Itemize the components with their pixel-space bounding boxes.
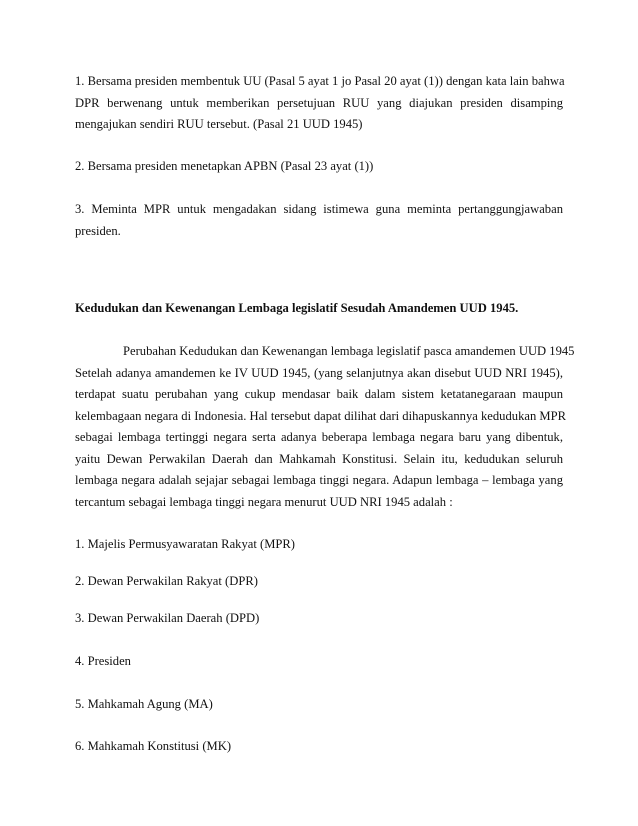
list-a-item-3 [75, 199, 563, 242]
list-a-item-2-line-1: 2. Bersama presiden menetapkan APBN (Pasal 23 ayat (1)) [75, 159, 374, 173]
list-a-item-1 [75, 71, 563, 136]
paragraph-line-8: tercantum sebagai lembaga tinggi negara menurut UUD NRI 1945 adalah : [75, 494, 453, 509]
list-b-item-1-text: 1. Majelis Permusyawaratan Rakyat (MPR) [75, 537, 295, 551]
list-b-item-3-text: 3. Dewan Perwakilan Daerah (DPD) [75, 611, 260, 625]
paragraph-line-1: Perubahan Kedudukan dan Kewenangan lembaga legislatif pasca amandemen UUD 1945 [123, 344, 575, 358]
paragraph-line-5: sebagai lembaga tertinggi negara serta adanya beberapa lembaga negara baru yang dibentuk, [75, 430, 563, 444]
paragraph-line-4: kelembagaan negara di Indonesia. Hal tersebut dapat dilihat dari dihapuskannya kedudukan MPR [75, 408, 567, 423]
paragraph-line-7: lembaga negara adalah sejajar sebagai lembaga tinggi negara. Adapun lembaga – lembaga yang [75, 473, 563, 487]
list-b-item-5 [75, 694, 563, 716]
list-b-item-6 [75, 736, 563, 758]
list-b-item-2-text: 2. Dewan Perwakilan Rakyat (DPR) [75, 574, 258, 588]
paragraph-line-3: terdapat suatu perubahan yang cukup mendasar baik dalam sistem ketatanegaraan maupun [75, 387, 563, 401]
list-b-item-6-text: 6. Mahkamah Konstitusi (MK) [75, 739, 232, 753]
paragraph-line-6: yaitu Dewan Perwakilan Daerah dan Mahkamah Konstitusi. Selain itu, kedudukan seluruh [75, 451, 563, 466]
list-a-item-1-line-3: mengajukan sendiri RUU tersebut. (Pasal 21 UUD 1945) [75, 117, 363, 131]
list-b-item-5-text: 5. Mahkamah Agung (MA) [75, 697, 213, 711]
list-a-item-2 [75, 156, 563, 178]
list-a-item-3-line-2: presiden. [75, 223, 121, 238]
list-b-item-2 [75, 571, 563, 593]
list-a-item-1-line-2: DPR berwenang untuk memberikan persetujuan RUU yang diajukan presiden disamping [75, 95, 563, 110]
section-heading [75, 298, 563, 320]
list-a-item-1-line-1: 1. Bersama presiden membentuk UU (Pasal 5 ayat 1 jo Pasal 20 ayat (1)) dengan kata lain bahwa [75, 74, 565, 88]
paragraph-line-2: Setelah adanya amandemen ke IV UUD 1945, (yang selanjutnya akan disebut UUD NRI 1945), [75, 365, 563, 380]
list-b-item-3 [75, 608, 563, 630]
list-b-item-4-text: 4. Presiden [75, 654, 131, 668]
body-paragraph [75, 341, 575, 513]
section-heading-text: Kedudukan dan Kewenangan Lembaga legislatif Sesudah Amandemen UUD 1945. [75, 301, 519, 315]
list-b-item-4 [75, 651, 563, 673]
list-b-item-1 [75, 534, 563, 556]
list-a-item-3-line-1: 3. Meminta MPR untuk mengadakan sidang istimewa guna meminta pertanggungjawaban [75, 202, 563, 216]
